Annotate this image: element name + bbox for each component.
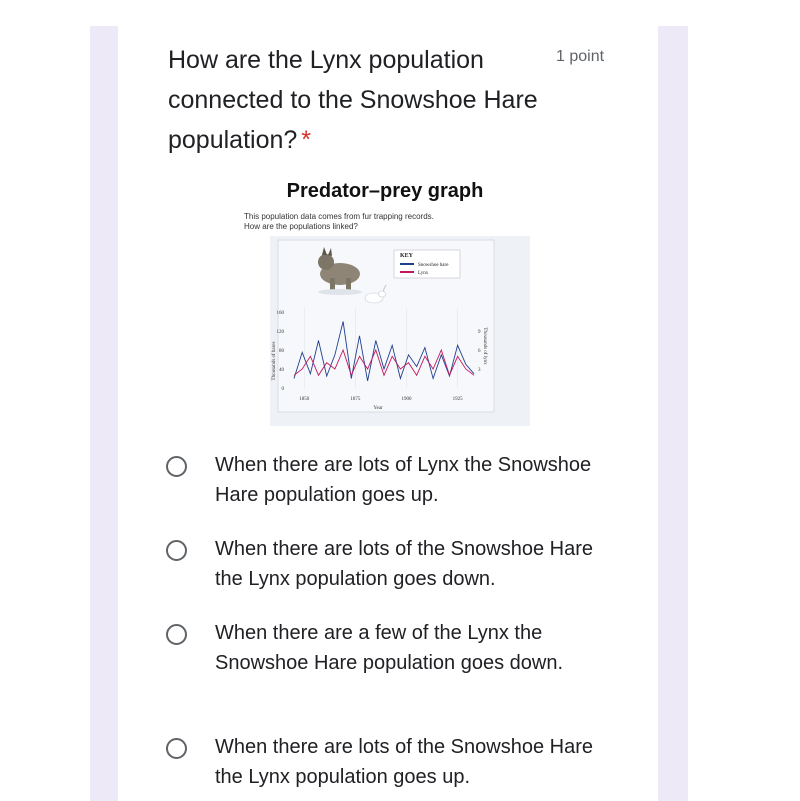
required-asterisk: *: [301, 126, 312, 154]
figure-subtitle-line2: How are the populations linked?: [244, 222, 358, 231]
figure-subtitle-line1: This population data comes from fur trapping records.: [244, 212, 434, 221]
y-tick-label: 0: [281, 387, 284, 392]
y2-tick-label: 9: [478, 330, 481, 335]
question-title: [168, 40, 538, 160]
page-side-band-right: [658, 26, 688, 801]
x-tick-label: 1850: [299, 397, 310, 402]
figure-title: Predator–prey graph: [286, 180, 484, 202]
x-tick-label: 1875: [350, 397, 361, 402]
y2-axis-label: Thousands of lynx: [482, 327, 487, 365]
radio-button-4[interactable]: [166, 738, 187, 759]
y-tick-label: 80: [279, 349, 284, 354]
option-2-label: When there are lots of the Snowshoe Hare the Lynx population goes down.: [215, 538, 593, 590]
legend-title: KEY: [400, 253, 414, 259]
x-tick-label: 1900: [401, 397, 412, 402]
radio-button-1[interactable]: [166, 456, 187, 477]
radio-button-3[interactable]: [166, 624, 187, 645]
question-text: How are the Lynx population connected to the Snowshoe Hare population?: [168, 46, 538, 154]
y2-tick-label: 3: [478, 368, 481, 373]
y-tick-label: 40: [279, 368, 284, 373]
option-1-label: When there are lots of Lynx the Snowshoe Hare population goes up.: [215, 454, 592, 506]
page-side-band-left: [90, 26, 118, 801]
radio-button-2[interactable]: [166, 540, 187, 561]
points-label: 1 point: [556, 48, 605, 65]
legend-label: Lynx: [418, 271, 429, 276]
x-axis-label: Year: [373, 406, 383, 411]
y-tick-label: 160: [276, 311, 284, 316]
option-4-label: When there are lots of the Snowshoe Hare the Lynx population goes up.: [215, 736, 593, 788]
chart-plot-frame: [278, 240, 494, 412]
legend-label: Snowshoe hare: [418, 263, 449, 268]
y-tick-label: 120: [276, 330, 284, 335]
predator-prey-chart: [270, 236, 530, 426]
x-tick-label: 1925: [452, 397, 463, 402]
y-axis-label: Thousands of hares: [272, 341, 277, 381]
option-3-label: When there are a few of the Lynx the Snowshoe Hare population goes down.: [215, 622, 564, 674]
y2-tick-label: 6: [478, 349, 481, 354]
chart-legend: [394, 250, 460, 278]
question-image: [240, 176, 520, 426]
